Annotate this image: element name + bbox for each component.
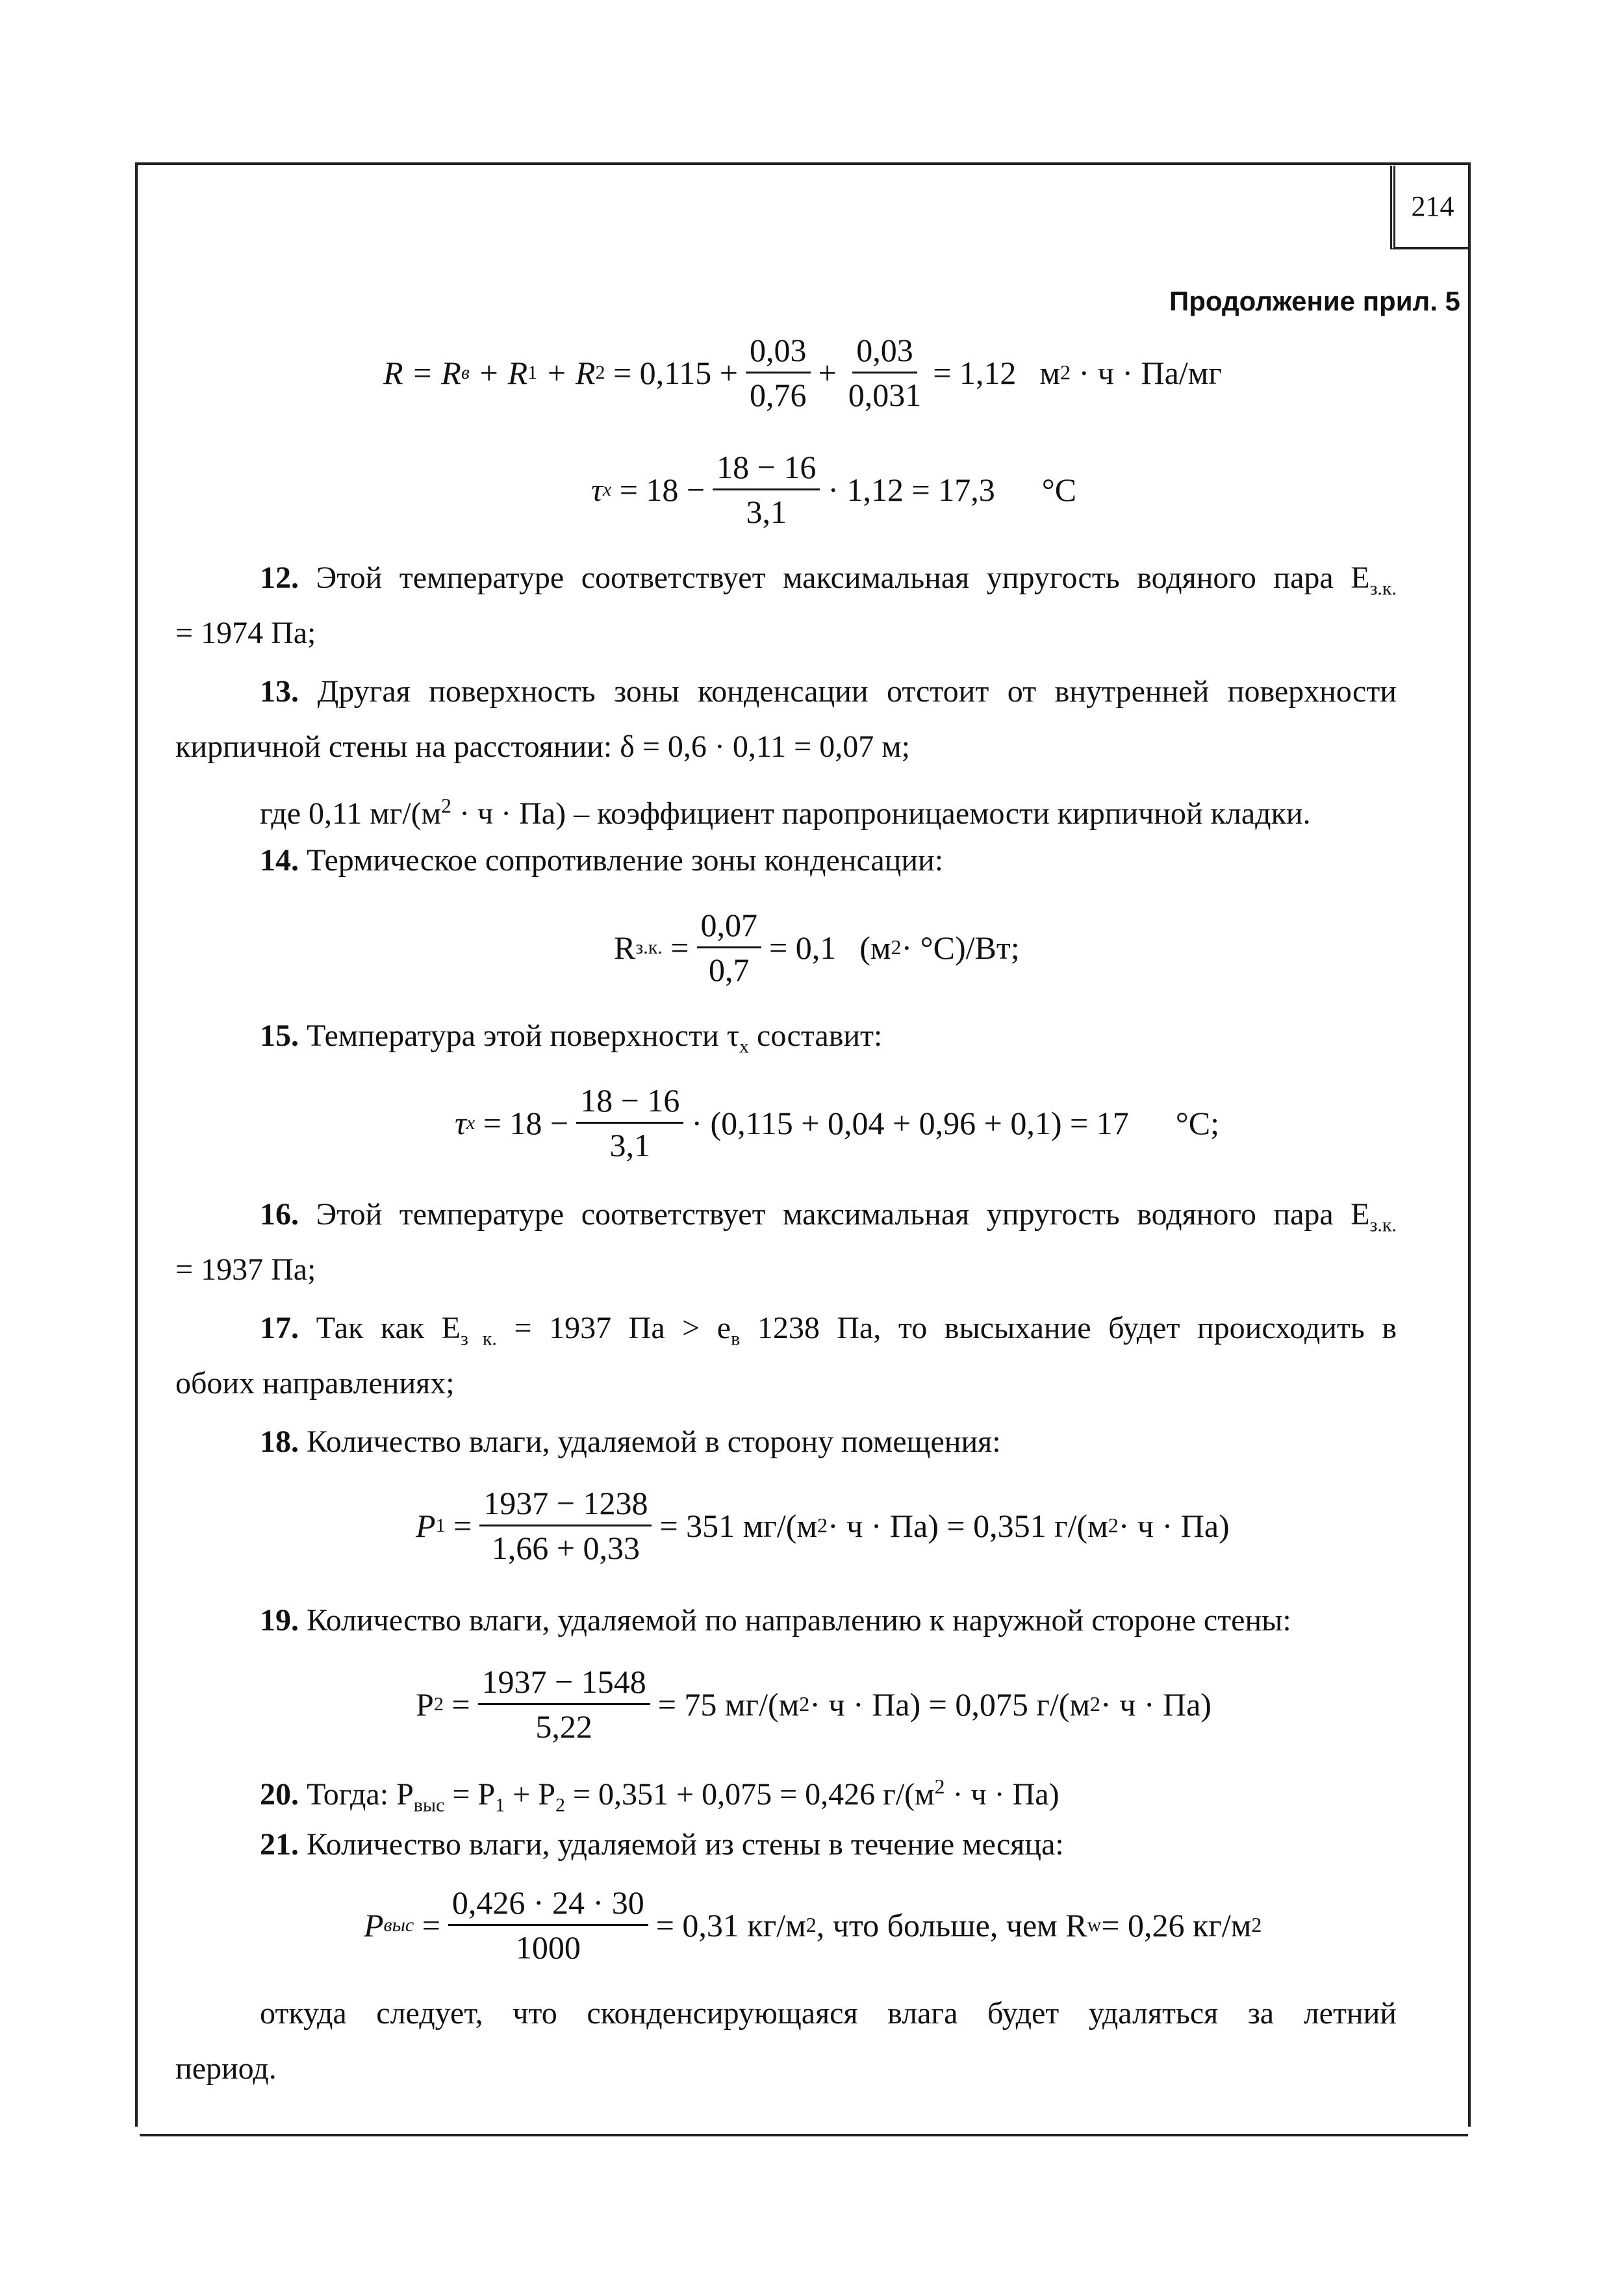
item-14: 14. Термическое сопротивление зоны конденсации: <box>260 843 944 878</box>
continuation-label: Продолжение прил. 5 <box>1169 286 1460 316</box>
equation-p2: P 2 = $\frac{1937 - 1548}{5,22}$ = 75 мг/(м 2 · ч · Па) = 0,075 г/(м 2 · ч · Па) <box>416 1664 1212 1745</box>
equation-resistance: R = R в + R 1 + R 2 = 0,115 + $\frac{0,03}{0,76}$ + $\frac{0,03}{0,031}$ = 1,12 м 2 · ч · Па/мг <box>383 332 1222 413</box>
bottom-rule <box>140 2134 1468 2136</box>
item-12-line-1: 12. Этой температуре соответствует максимальная упругость водяного пара $Е_{з.к.}$ <box>260 561 1397 600</box>
fraction: $\frac{0,426 \cdot 24 \cdot 30}{1000}$ <box>448 1884 648 1966</box>
fraction: $\frac{1937 - 1238}{1,66 + 0,33}$ <box>479 1484 652 1567</box>
equation-p1: P 1 = $\frac{1937 - 1238}{1,66 + 0,33}$ = 351 мг/(м 2 · ч · Па) = 0,351 г/(м 2 · ч · Па) <box>416 1485 1230 1566</box>
item-13-line-3: где 0,11 $мг/(м^2 \cdot ч \cdot Па)$ – коэффициент паропроницаемости кирпичной кладки. <box>260 794 1311 831</box>
equation-p-vys: P выс = $\frac{0,426 \cdot 24 \cdot 30}{1000}$ = 0,31 кг/м 2 , что больше, чем R w = 0,26 кг/м 2 <box>364 1884 1262 1966</box>
item-18: 18. Количество влаги, удаляемой в сторону помещения: <box>260 1424 1001 1459</box>
equation-r-zk: R з.к. = $\frac{0,07}{0,7}$ = 0,1 (м 2 · °С)/Вт; <box>614 907 1020 988</box>
item-13-line-2: кирпичной стены на расстоянии: δ = 0,6 · 0,11 = 0,07 м; <box>175 729 910 764</box>
item-17-line-1: 17. Так как $Е_{з к.} = 1937$ Па > $е_в$ 1238 Па, то высыхание будет происходить в <box>260 1311 1397 1350</box>
fraction: $\frac{18 - 16}{3,1}$ <box>713 448 820 531</box>
item-13-line-1: 13. Другая поверхность зоны конденсации отстоит от внутренней поверхности <box>260 674 1397 709</box>
item-20: 20. Тогда: $P_{выс} = P_1 + P_2 = 0,351 + 0,075 = 0,426$ $г/(м^2 \cdot ч \cdot Па)$ <box>260 1775 1059 1816</box>
item-12-line-2: = 1974 Па; <box>175 616 316 650</box>
fraction: $\frac{1937 - 1548}{5,22}$ <box>478 1663 650 1745</box>
item-21: 21. Количество влаги, удаляемой из стены в течение месяца: <box>260 1827 1064 1862</box>
fraction: $\frac{0,03}{0,031}$ <box>848 332 922 413</box>
equation-tau-2: τ x = 18 − $\frac{18 - 16}{3,1}$ · (0,115 + 0,04 + 0,96 + 0,1) = 17 °С; <box>455 1082 1219 1163</box>
item-16-line-1: 16. Этой температуре соответствует максимальная упругость водяного пара $Е_{з.к.}$ <box>260 1197 1397 1236</box>
item-15: 15. Температура этой поверхности $\tau_x$ составит: <box>260 1019 883 1057</box>
page-number: 214 <box>1390 166 1470 249</box>
final-line-1: откуда следует, что сконденсирующаяся влага будет удаляться за летний <box>260 1996 1397 2031</box>
final-line-2: период. <box>175 2051 277 2086</box>
item-19: 19. Количество влаги, удаляемой по направлению к наружной стороне стены: <box>260 1603 1291 1638</box>
equation-tau-1: τ x = 18 − $\frac{18 - 16}{3,1}$ · 1,12 = 17,3 °С <box>591 449 1077 530</box>
fraction: $\frac{0,07}{0,7}$ <box>697 906 762 989</box>
fraction: $\frac{0,03}{0,76}$ <box>746 331 811 414</box>
item-17-line-2: обоих направлениях; <box>175 1366 455 1400</box>
fraction: $\frac{18 - 16}{3,1}$ <box>576 1082 683 1164</box>
item-16-line-2: = 1937 Па; <box>175 1252 316 1287</box>
